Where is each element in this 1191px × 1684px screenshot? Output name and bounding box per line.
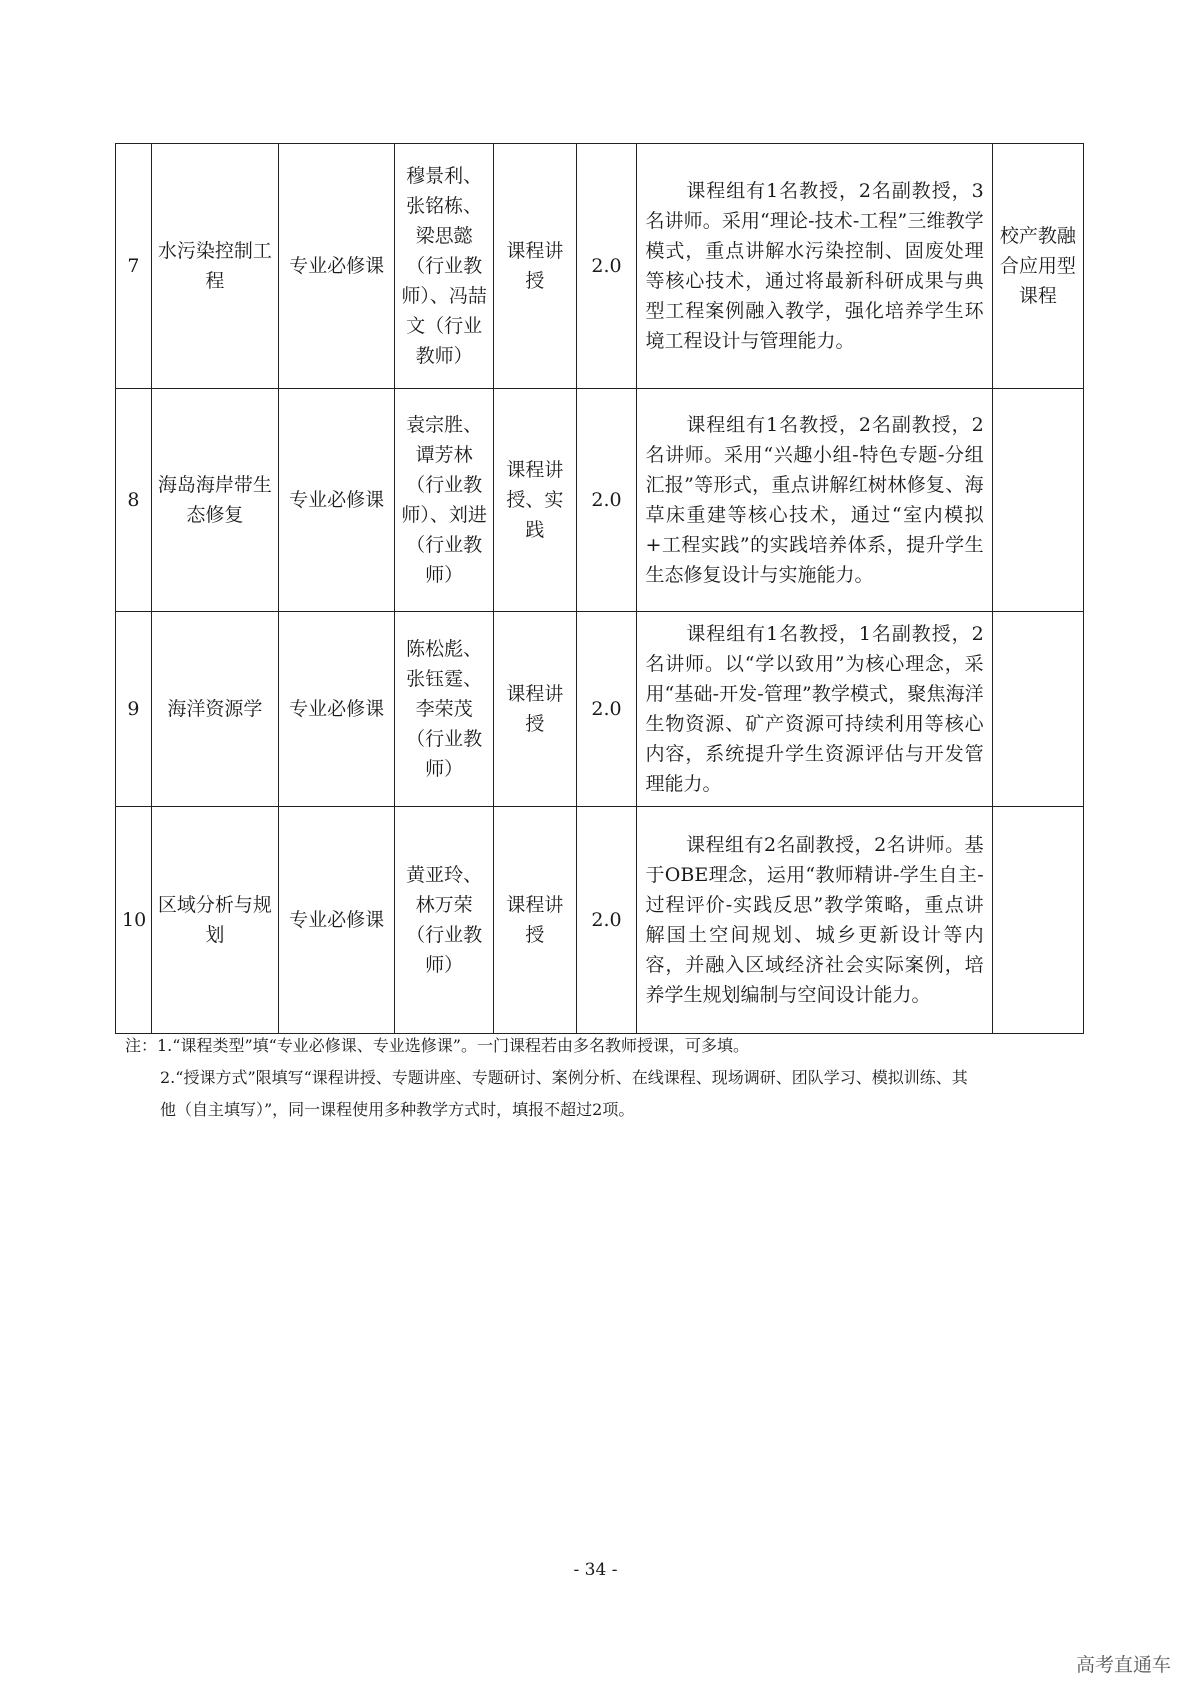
course-description-text: 课程组有2名副教授，2名讲师。基于OBE理念，运用“教师精讲-学生自主-过程评价-实践反思”教学策略，重点讲解国土空间规划、城乡更新设计等内容，并融入区域经济社会实际案例，培养学生规划编制与空间设计能力。 [645,834,984,1006]
row-number: 9 [116,612,152,807]
course-table [115,143,1084,1034]
note-line-2: 2.“授课方式”限填写“课程讲授、专题讲座、专题研讨、案例分析、在线课程、现场调研、团队学习、模拟训练、其 [160,1068,968,1087]
teaching-method: 课程讲授、实践 [494,389,577,612]
course-name: 海洋资源学 [151,612,278,807]
course-credits: 2.0 [576,612,637,807]
course-remark [992,389,1083,612]
course-type: 专业必修课 [278,807,394,1034]
course-remark [992,807,1083,1034]
course-remark: 校产教融合应用型课程 [992,144,1083,389]
course-description [637,389,992,612]
teaching-method: 课程讲授 [494,807,577,1034]
course-description [637,144,992,389]
course-description [637,612,992,807]
row-number: 8 [116,389,152,612]
course-teachers: 黄亚玲、林万荣（行业教师） [395,807,494,1034]
course-name: 海岛海岸带生态修复 [151,389,278,612]
teaching-method: 课程讲授 [494,612,577,807]
watermark: 高考直通车 [1075,1654,1171,1676]
course-teachers: 穆景利、张铭栋、梁思懿（行业教师）、冯喆文（行业教师） [395,144,494,389]
course-teachers: 袁宗胜、谭芳林（行业教师）、刘进（行业教师） [395,389,494,612]
course-name: 水污染控制工程 [151,144,278,389]
table-row [116,144,1084,389]
course-teachers: 陈松彪、张钰霆、李荣茂（行业教师） [395,612,494,807]
course-type: 专业必修课 [278,612,394,807]
course-description-text: 课程组有1名教授，2名副教授，3名讲师。采用“理论-技术-工程”三维教学模式，重点讲解水污染控制、固废处理等核心技术，通过将最新科研成果与典型工程案例融入教学，强化培养学生环境工程设计与管理能力。 [645,180,984,352]
teaching-method: 课程讲授 [494,144,577,389]
course-credits: 2.0 [576,144,637,389]
table-notes [125,1030,1085,1126]
row-number: 7 [116,144,152,389]
course-type: 专业必修课 [278,389,394,612]
page-number: - 34 - [573,1560,618,1580]
course-type: 专业必修课 [278,144,394,389]
table-row [116,807,1084,1034]
course-credits: 2.0 [576,807,637,1034]
course-description [637,807,992,1034]
course-description-text: 课程组有1名教授，1名副教授，2名讲师。以“学以致用”为核心理念，采用“基础-开发-管理”教学模式，聚焦海洋生物资源、矿产资源可持续利用等核心内容，系统提升学生资源评估与开发管理能力。 [645,623,984,795]
course-credits: 2.0 [576,389,637,612]
row-number: 10 [116,807,152,1034]
course-name: 区域分析与规划 [151,807,278,1034]
course-remark [992,612,1083,807]
note-line-3: 他（自主填写）”，同一课程使用多种教学方式时，填报不超过2项。 [160,1100,635,1119]
table-row [116,389,1084,612]
note-line-1: 注：1.“课程类型”填“专业必修课、专业选修课”。一门课程若由多名教师授课，可多填。 [125,1036,749,1055]
course-description-text: 课程组有1名教授，2名副教授，2名讲师。采用“兴趣小组-特色专题-分组汇报”等形式，重点讲解红树林修复、海草床重建等核心技术，通过“室内模拟+工程实践”的实践培养体系，提升学生生态修复设计与实施能力。 [645,414,984,586]
table-row [116,612,1084,807]
